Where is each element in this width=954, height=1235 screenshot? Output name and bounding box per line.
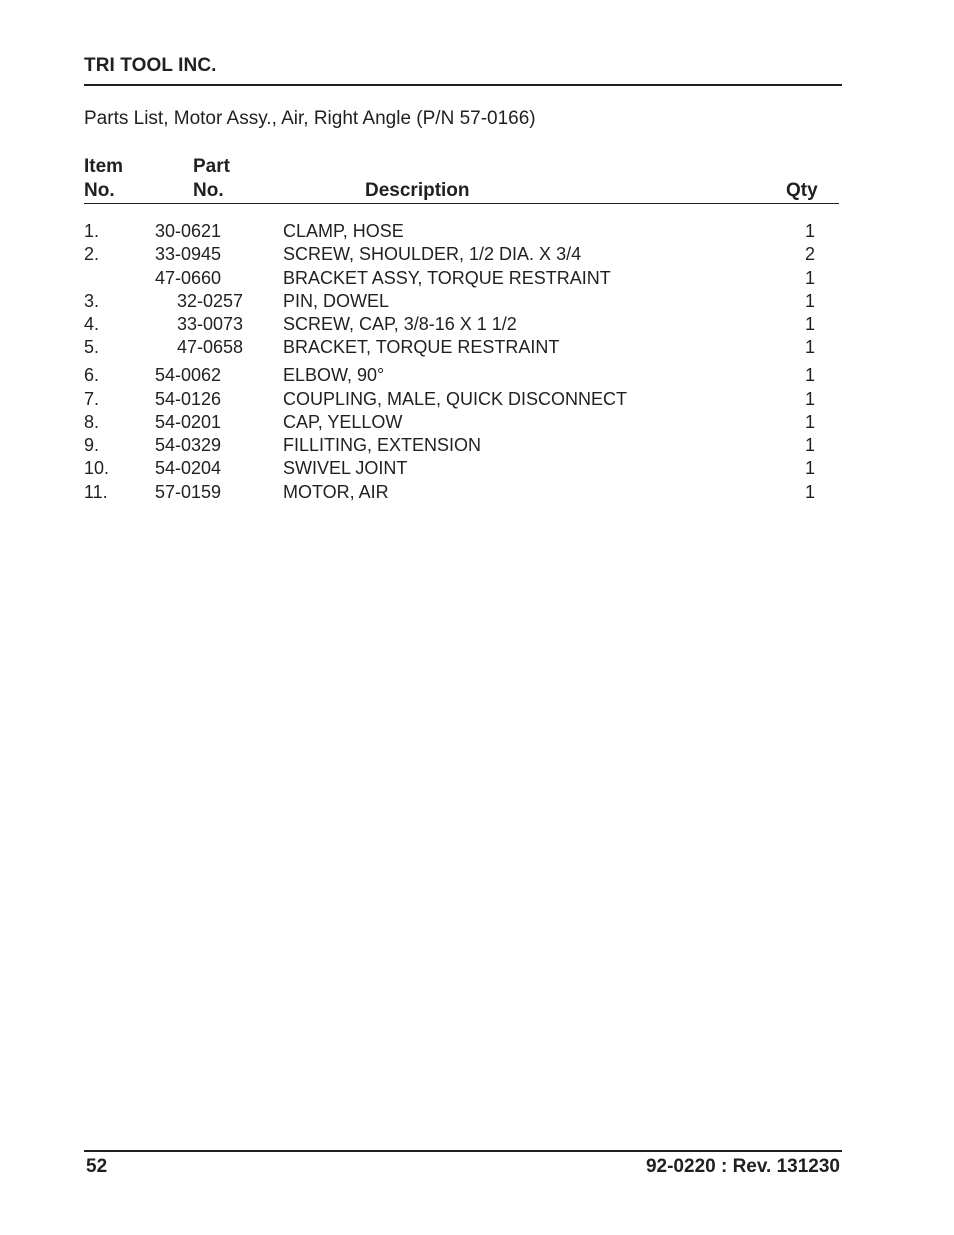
- column-header-qty: Qty: [786, 180, 818, 201]
- part-number: 57-0159: [155, 481, 222, 502]
- part-number: 32-0257: [177, 290, 244, 311]
- part-description: ELBOW, 90°: [283, 365, 385, 386]
- item-number: 4.: [84, 314, 100, 335]
- item-number: 6.: [84, 365, 100, 386]
- part-description: BRACKET, TORQUE RESTRAINT: [283, 337, 560, 358]
- table-row: [0, 313, 954, 336]
- header-divider: [84, 84, 842, 86]
- part-description: SCREW, CAP, 3/8-16 X 1 1/2: [283, 314, 517, 335]
- part-description: SCREW, SHOULDER, 1/2 DIA. X 3/4: [283, 244, 582, 265]
- table-row: [0, 243, 954, 266]
- table-row: [0, 364, 954, 387]
- part-description: CAP, YELLOW: [283, 411, 403, 432]
- item-number: 11.: [84, 481, 108, 502]
- part-qty: 2: [804, 244, 815, 265]
- column-header-item: [84, 155, 123, 203]
- table-row: [0, 267, 954, 290]
- part-number: 30-0621: [155, 221, 222, 241]
- item-number: 7.: [84, 388, 100, 409]
- item-number: 8.: [84, 411, 100, 432]
- part-number: 54-0204: [155, 458, 222, 479]
- part-qty: 1: [804, 290, 815, 311]
- table-row: [0, 290, 954, 313]
- parts-table: [0, 220, 954, 504]
- table-row: [0, 411, 954, 434]
- part-number: 33-0073: [177, 314, 244, 335]
- item-number: 2.: [84, 244, 100, 265]
- column-header-part-line2: No.: [193, 180, 224, 201]
- table-row: [0, 220, 954, 243]
- page-number: 52: [86, 1156, 108, 1177]
- column-header-part-line1: Part: [193, 156, 230, 177]
- item-number: 1.: [84, 221, 100, 241]
- company-name: TRI TOOL INC.: [84, 55, 217, 76]
- part-qty: 1: [804, 314, 815, 335]
- part-qty: 1: [804, 458, 815, 479]
- part-number: 54-0201: [155, 411, 222, 432]
- part-qty: 1: [804, 267, 815, 288]
- part-description: FILLITING, EXTENSION: [283, 435, 482, 456]
- table-header-divider: [84, 203, 839, 204]
- table-row: [0, 434, 954, 457]
- column-header-item-line2: No.: [84, 180, 115, 201]
- part-qty: 1: [804, 365, 815, 386]
- part-number: 54-0062: [155, 365, 222, 386]
- part-qty: 1: [804, 481, 815, 502]
- part-qty: 1: [804, 411, 815, 432]
- part-number: 33-0945: [155, 244, 222, 265]
- table-row: [0, 336, 954, 359]
- item-number: 10.: [84, 458, 110, 479]
- table-row: [0, 481, 954, 504]
- part-description: SWIVEL JOINT: [283, 458, 408, 479]
- item-number: 3.: [84, 290, 100, 311]
- part-number: 54-0126: [155, 388, 222, 409]
- part-number: 47-0658: [177, 337, 244, 358]
- part-qty: 1: [804, 435, 815, 456]
- part-qty: 1: [804, 388, 815, 409]
- column-header-item-line1: Item: [84, 156, 124, 177]
- part-number: 54-0329: [155, 435, 222, 456]
- item-number: 9.: [84, 435, 100, 456]
- document-revision: 92-0220 : Rev. 131230: [645, 1156, 840, 1177]
- table-row: [0, 457, 954, 480]
- part-qty: 1: [804, 337, 815, 358]
- part-description: MOTOR, AIR: [283, 481, 389, 502]
- part-qty: 1: [804, 221, 815, 241]
- footer-divider: [84, 1150, 842, 1152]
- column-header-description: Description: [365, 180, 470, 201]
- part-description: COUPLING, MALE, QUICK DISCONNECT: [283, 388, 628, 409]
- table-row: [0, 388, 954, 411]
- part-description: PIN, DOWEL: [283, 290, 390, 311]
- part-description: BRACKET ASSY, TORQUE RESTRAINT: [283, 267, 611, 288]
- part-description: CLAMP, HOSE: [283, 221, 404, 241]
- part-number: 47-0660: [155, 267, 222, 288]
- item-number: 5.: [84, 337, 100, 358]
- column-header-part: [193, 155, 230, 203]
- parts-list-title: Parts List, Motor Assy., Air, Right Angle (P/N 57-0166): [84, 108, 536, 129]
